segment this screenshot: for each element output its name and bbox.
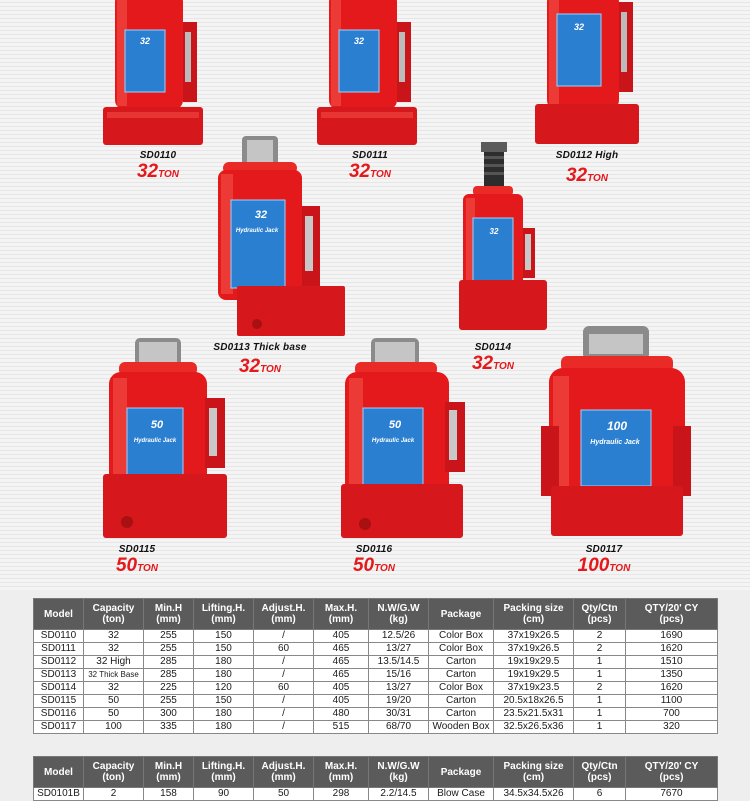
column-header: Min.H (mm) <box>144 757 194 788</box>
capacity-value: 32 <box>136 161 159 182</box>
table-cell: 50 <box>84 695 144 708</box>
table-cell: 255 <box>144 695 194 708</box>
jack-image <box>93 0 223 145</box>
product-sd0111[interactable] <box>272 0 472 145</box>
table-cell: 20.5x18x26.5 <box>494 695 574 708</box>
table-cell: SD0117 <box>34 721 84 734</box>
table-cell: 37x19x26.5 <box>494 630 574 643</box>
table-cell: / <box>254 708 314 721</box>
svg-text:Hydraulic Jack: Hydraulic Jack <box>371 438 415 444</box>
table-cell: 1620 <box>626 643 718 656</box>
column-header: N.W/G.W (kg) <box>369 757 429 788</box>
model-label: SD0110 <box>139 150 177 161</box>
table-cell: / <box>254 721 314 734</box>
column-header: Package <box>429 599 494 630</box>
model-label: SD0116 <box>355 544 393 555</box>
table-cell: 50 <box>84 708 144 721</box>
table-cell: 23.5x21.5x31 <box>494 708 574 721</box>
jack-image <box>307 0 437 145</box>
table-cell: SD0116 <box>34 708 84 721</box>
table-cell: 1510 <box>626 656 718 669</box>
table-cell: Color Box <box>429 643 494 656</box>
capacity-value: 50 <box>352 555 375 576</box>
capacity-unit: TON <box>587 173 609 184</box>
table-cell: 50 <box>254 788 314 801</box>
column-header: Model <box>34 757 84 788</box>
svg-text:Hydraulic Jack: Hydraulic Jack <box>133 438 177 444</box>
product-sd0113[interactable] <box>160 136 360 336</box>
table-cell: 32 <box>84 643 144 656</box>
table-cell: 90 <box>194 788 254 801</box>
capacity-label <box>504 556 704 575</box>
table-cell: Wooden Box <box>429 721 494 734</box>
table-cell: 255 <box>144 643 194 656</box>
table-cell: 405 <box>314 630 369 643</box>
column-header: QTY/20' CY (pcs) <box>626 599 718 630</box>
model-label: SD0112 High <box>555 150 619 161</box>
table-cell: 19x19x29.5 <box>494 656 574 669</box>
table-cell: 405 <box>314 682 369 695</box>
table-cell: 13/27 <box>369 643 429 656</box>
table-cell: 32 High <box>84 656 144 669</box>
table-cell: 320 <box>626 721 718 734</box>
table-cell: 19/20 <box>369 695 429 708</box>
capacity-value: 100 <box>577 555 610 576</box>
table-cell: 32.5x26.5x36 <box>494 721 574 734</box>
table-cell: 180 <box>194 721 254 734</box>
table-cell: Carton <box>429 708 494 721</box>
table-cell: Carton <box>429 695 494 708</box>
capacity-value: 32 <box>348 161 371 182</box>
table-cell: 180 <box>194 669 254 682</box>
svg-text:50: 50 <box>150 419 164 431</box>
model-label: SD0113 Thick base <box>213 342 307 353</box>
capacity-unit: TON <box>374 563 396 574</box>
column-header: Packing size (cm) <box>494 757 574 788</box>
capacity-unit: TON <box>493 361 515 372</box>
column-header: Lifting.H. (mm) <box>194 599 254 630</box>
spec-table-secondary <box>33 756 718 801</box>
table-cell: 480 <box>314 708 369 721</box>
table-cell: 1620 <box>626 682 718 695</box>
table-row <box>34 788 718 801</box>
capacity-value: 50 <box>115 555 138 576</box>
table-cell: 465 <box>314 656 369 669</box>
table-cell: 335 <box>144 721 194 734</box>
column-header: QTY/20' CY (pcs) <box>626 757 718 788</box>
table-cell: 15/16 <box>369 669 429 682</box>
table-cell: 700 <box>626 708 718 721</box>
jack-image <box>185 136 335 336</box>
table-cell: SD0114 <box>34 682 84 695</box>
jack-image <box>315 338 475 538</box>
table-cell: 13/27 <box>369 682 429 695</box>
column-header: Packing size (cm) <box>494 599 574 630</box>
table-cell: 255 <box>144 630 194 643</box>
spec-table-main <box>33 598 718 734</box>
column-header: N.W/G.W (kg) <box>369 599 429 630</box>
table-cell: Color Box <box>429 682 494 695</box>
table-cell: 7670 <box>626 788 718 801</box>
table-cell: 225 <box>144 682 194 695</box>
table-cell: SD0112 <box>34 656 84 669</box>
table-cell: 285 <box>144 656 194 669</box>
table-cell: 19x19x29.5 <box>494 669 574 682</box>
table-cell: SD0111 <box>34 643 84 656</box>
table-cell: 120 <box>194 682 254 695</box>
table-cell: 158 <box>144 788 194 801</box>
table-cell: 12.5/26 <box>369 630 429 643</box>
svg-text:32: 32 <box>353 36 365 46</box>
table-row <box>34 669 718 682</box>
table-row <box>34 708 718 721</box>
capacity-unit: TON <box>609 563 631 574</box>
table-cell: 150 <box>194 643 254 656</box>
table-cell: Blow Case <box>429 788 494 801</box>
table-cell: 298 <box>314 788 369 801</box>
capacity-value: 32 <box>238 356 261 377</box>
table-cell: 180 <box>194 708 254 721</box>
capacity-label <box>37 556 237 575</box>
table-cell: / <box>254 630 314 643</box>
table-cell: 1 <box>574 669 626 682</box>
table-cell: SD0101B <box>34 788 84 801</box>
svg-text:32: 32 <box>139 36 151 46</box>
table-cell: 515 <box>314 721 369 734</box>
table-cell: 1 <box>574 721 626 734</box>
table-cell: SD0113 <box>34 669 84 682</box>
table-cell: 1 <box>574 656 626 669</box>
product-sd0110[interactable] <box>58 0 258 145</box>
table-cell: 285 <box>144 669 194 682</box>
model-label: SD0114 <box>474 342 512 353</box>
table-row <box>34 695 718 708</box>
table-cell: / <box>254 695 314 708</box>
capacity-value: 32 <box>471 353 494 374</box>
column-header: Model <box>34 599 84 630</box>
svg-text:32: 32 <box>254 209 268 221</box>
table-header-row <box>34 599 718 630</box>
table-cell: / <box>254 656 314 669</box>
column-header: Qty/Ctn (pcs) <box>574 757 626 788</box>
table-cell: Carton <box>429 669 494 682</box>
svg-text:Hydraulic Jack: Hydraulic Jack <box>590 439 640 446</box>
table-row <box>34 630 718 643</box>
table-cell: 32 Thick Base <box>84 669 144 682</box>
column-header: Max.H. (mm) <box>314 757 369 788</box>
jack-image <box>535 326 705 536</box>
table-cell: 1350 <box>626 669 718 682</box>
column-header: Capacity (ton) <box>84 599 144 630</box>
column-header: Qty/Ctn (pcs) <box>574 599 626 630</box>
table-cell: Color Box <box>429 630 494 643</box>
product-sd0115[interactable] <box>60 338 260 538</box>
table-cell: 2 <box>574 630 626 643</box>
table-cell: 150 <box>194 630 254 643</box>
table-cell: 32 <box>84 682 144 695</box>
model-label: SD0117 <box>585 544 623 555</box>
table-cell: 37x19x26.5 <box>494 643 574 656</box>
product-sd0114[interactable] <box>392 142 592 332</box>
column-header: Max.H. (mm) <box>314 599 369 630</box>
table-cell: 1100 <box>626 695 718 708</box>
column-header: Package <box>429 757 494 788</box>
capacity-unit: TON <box>260 364 282 375</box>
jack-image <box>525 0 655 145</box>
table-cell: 60 <box>254 682 314 695</box>
svg-text:32: 32 <box>489 227 499 236</box>
table-row <box>34 682 718 695</box>
model-label: SD0115 <box>118 544 156 555</box>
table-cell: 2 <box>574 682 626 695</box>
table-cell: 30/31 <box>369 708 429 721</box>
capacity-label <box>274 556 474 575</box>
svg-text:32: 32 <box>573 22 585 32</box>
column-header: Adjust.H. (mm) <box>254 757 314 788</box>
table-cell: 465 <box>314 669 369 682</box>
table-row <box>34 721 718 734</box>
table-cell: 1690 <box>626 630 718 643</box>
capacity-unit: TON <box>370 169 392 180</box>
table-cell: 60 <box>254 643 314 656</box>
table-cell: 465 <box>314 643 369 656</box>
jack-image <box>85 338 235 538</box>
column-header: Lifting.H. (mm) <box>194 757 254 788</box>
capacity-unit: TON <box>158 169 180 180</box>
table-cell: 2 <box>84 788 144 801</box>
table-cell: Carton <box>429 656 494 669</box>
table-cell: 300 <box>144 708 194 721</box>
jack-image <box>437 142 547 332</box>
capacity-unit: TON <box>137 563 159 574</box>
product-sd0117[interactable] <box>520 326 720 536</box>
product-sd0112[interactable] <box>490 0 690 145</box>
table-cell: 150 <box>194 695 254 708</box>
table-cell: SD0110 <box>34 630 84 643</box>
table-cell: 13.5/14.5 <box>369 656 429 669</box>
table-cell: / <box>254 669 314 682</box>
table-cell: 37x19x23.5 <box>494 682 574 695</box>
table-cell: 6 <box>574 788 626 801</box>
table-cell: 1 <box>574 708 626 721</box>
table-row <box>34 643 718 656</box>
svg-text:Hydraulic Jack: Hydraulic Jack <box>235 228 279 234</box>
column-header: Min.H (mm) <box>144 599 194 630</box>
product-sd0116[interactable] <box>295 338 495 538</box>
table-cell: 32 <box>84 630 144 643</box>
table-header-row <box>34 757 718 788</box>
svg-text:50: 50 <box>388 419 402 431</box>
table-cell: 405 <box>314 695 369 708</box>
capacity-value: 32 <box>565 165 588 186</box>
column-header: Capacity (ton) <box>84 757 144 788</box>
svg-text:100: 100 <box>606 419 628 433</box>
table-cell: 2.2/14.5 <box>369 788 429 801</box>
model-label: SD0111 <box>352 150 388 161</box>
table-cell: 2 <box>574 643 626 656</box>
table-cell: 180 <box>194 656 254 669</box>
column-header: Adjust.H. (mm) <box>254 599 314 630</box>
table-cell: 68/70 <box>369 721 429 734</box>
table-cell: 1 <box>574 695 626 708</box>
table-cell: 34.5x34.5x26 <box>494 788 574 801</box>
table-row <box>34 656 718 669</box>
table-cell: SD0115 <box>34 695 84 708</box>
table-cell: 100 <box>84 721 144 734</box>
